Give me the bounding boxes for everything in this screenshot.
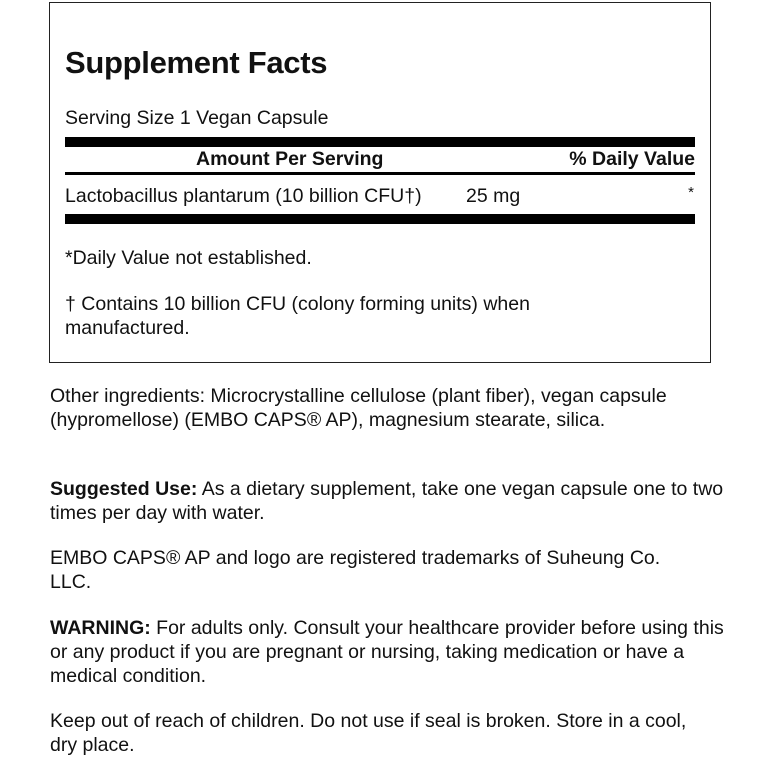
footnote-daily-value: *Daily Value not established. xyxy=(65,247,312,269)
thin-divider xyxy=(65,172,695,175)
ingredient-name: Lactobacillus plantarum (10 billion CFU†) xyxy=(65,185,422,207)
warning-label: WARNING: xyxy=(50,617,151,639)
warning-text: For adults only. Consult your healthcare provider before using this or any product if you are pregnant or nursing, taking medication or have a medical condition. xyxy=(50,617,724,687)
supplement-facts-panel xyxy=(49,2,711,363)
thick-divider xyxy=(65,214,695,224)
other-ingredients: Other ingredients: Microcrystalline cellulose (plant fiber), vegan capsule (hypromellose) (EMBO CAPS® AP), magnesium stearate, silica. xyxy=(50,385,667,431)
ingredient-amount: 25 mg xyxy=(466,185,521,207)
suggested-use xyxy=(50,477,730,525)
ingredient-daily-value: * xyxy=(688,184,694,201)
warning xyxy=(50,616,730,688)
suggested-use-text: As a dietary supplement, take one vegan capsule one to two times per day with water. xyxy=(50,478,724,524)
trademark-notice: EMBO CAPS® AP and logo are registered trademarks of Suheung Co. LLC. xyxy=(50,547,661,593)
panel-title: Supplement Facts xyxy=(65,45,328,80)
amount-per-serving-header: Amount Per Serving xyxy=(196,148,384,170)
storage-instructions: Keep out of reach of children. Do not use if seal is broken. Store in a cool, dry place. xyxy=(50,710,687,756)
footnote-cfu: † Contains 10 billion CFU (colony forming units) when manufactured. xyxy=(65,293,530,339)
serving-size: Serving Size 1 Vegan Capsule xyxy=(65,107,329,129)
daily-value-header: % Daily Value xyxy=(569,148,695,170)
suggested-use-label: Suggested Use: xyxy=(50,478,198,500)
thick-divider xyxy=(65,137,695,147)
